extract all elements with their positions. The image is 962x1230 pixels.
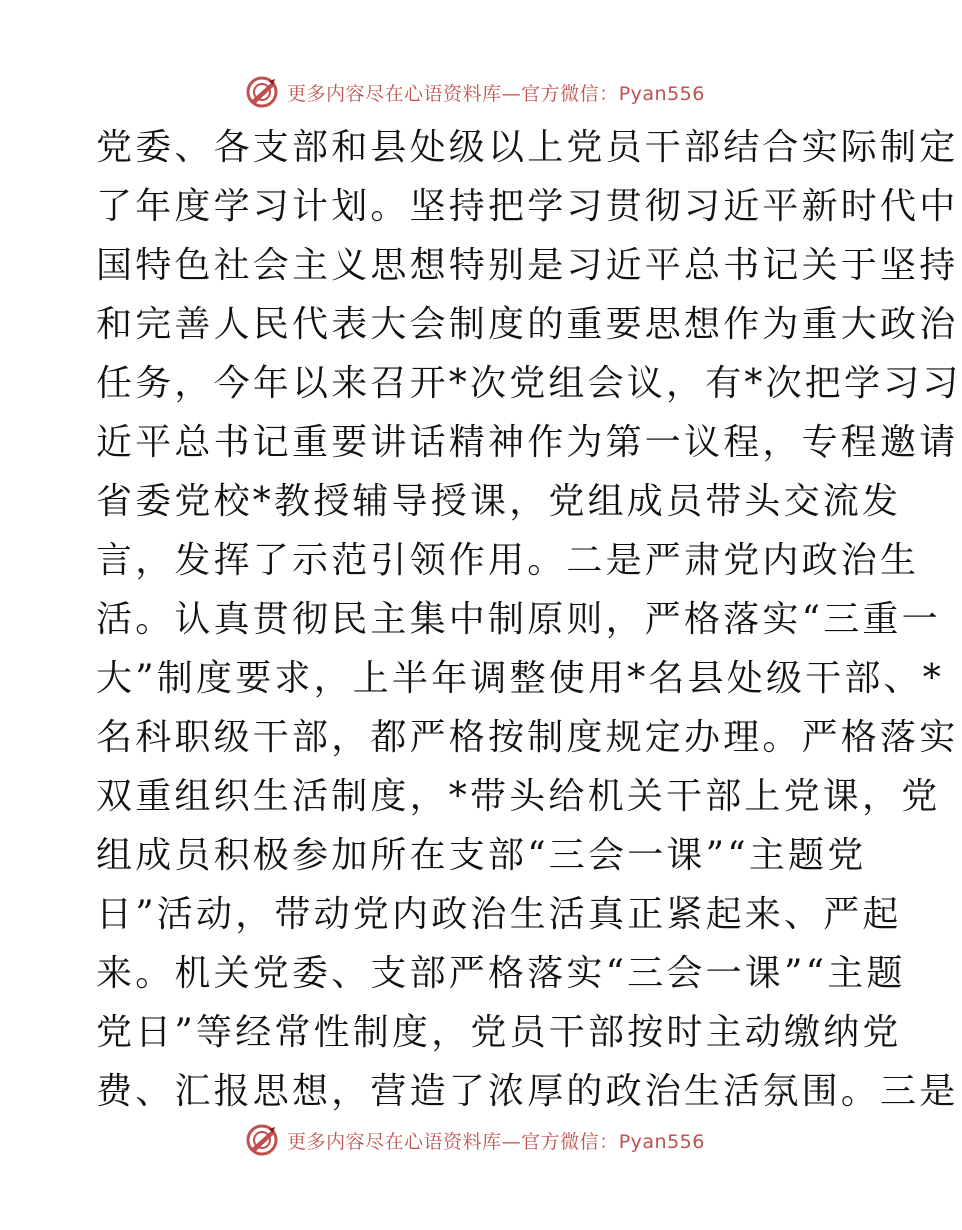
body-line: 国特色社会主义思想特别是习近平总书记关于坚持: [96, 245, 959, 286]
body-line: 双重组织生活制度，*带头给机关干部上党课，党: [96, 776, 941, 817]
footer-official-label: 官方微信：: [521, 1130, 619, 1153]
body-line: 费、汇报思想，营造了浓厚的政治生活氛围。三是: [96, 1071, 959, 1112]
footer-site-text: 更多内容尽在心语资料库: [287, 1130, 502, 1153]
footer-separator: —: [501, 1130, 522, 1153]
footer-banner-text: [287, 1127, 705, 1154]
body-line: 来。机关党委、支部严格落实“三会一课”“主题: [96, 953, 906, 994]
footer-banner: [0, 1120, 950, 1160]
body-line: 名科职级干部，都严格按制度规定办理。严格落实: [96, 717, 959, 758]
body-line: 了年度学习计划。坚持把学习贯彻习近平新时代中: [96, 186, 959, 227]
body-line: 党委、各支部和县处级以上党员干部结合实际制定: [96, 127, 959, 168]
body-line: 省委党校*教授辅导授课，党组成员带头交流发: [96, 481, 902, 522]
header-separator: —: [501, 82, 522, 105]
body-line: 组成员积极参加所在支部“三会一课”“主题党: [96, 835, 867, 876]
document-body: [96, 118, 962, 1121]
body-line: 活。认真贯彻民主集中制原则，严格落实“三重一: [96, 599, 941, 640]
header-banner-text: [287, 79, 705, 106]
logo-icon: [245, 1123, 279, 1157]
header-wechat-id: Pyan556: [618, 82, 705, 105]
header-official-label: 官方微信：: [521, 82, 619, 105]
body-line: 党日”等经常性制度，党员干部按时主动缴纳党: [96, 1012, 902, 1053]
header-site-text: 更多内容尽在心语资料库: [287, 82, 502, 105]
body-line: 任务，今年以来召开*次党组会议，有*次把学习习: [96, 363, 962, 404]
body-line: 日”活动，带动党内政治生活真正紧起来、严起: [96, 894, 902, 935]
footer-wechat-id: Pyan556: [618, 1130, 705, 1153]
header-banner: [0, 72, 950, 112]
body-line: 大”制度要求，上半年调整使用*名县处级干部、*: [96, 658, 945, 699]
body-line: 和完善人民代表大会制度的重要思想作为重大政治: [96, 304, 959, 345]
body-line: 近平总书记重要讲话精神作为第一议程，专程邀请: [96, 422, 959, 463]
logo-icon: [245, 75, 279, 109]
body-line: 言，发挥了示范引领作用。二是严肃党内政治生: [96, 540, 920, 581]
